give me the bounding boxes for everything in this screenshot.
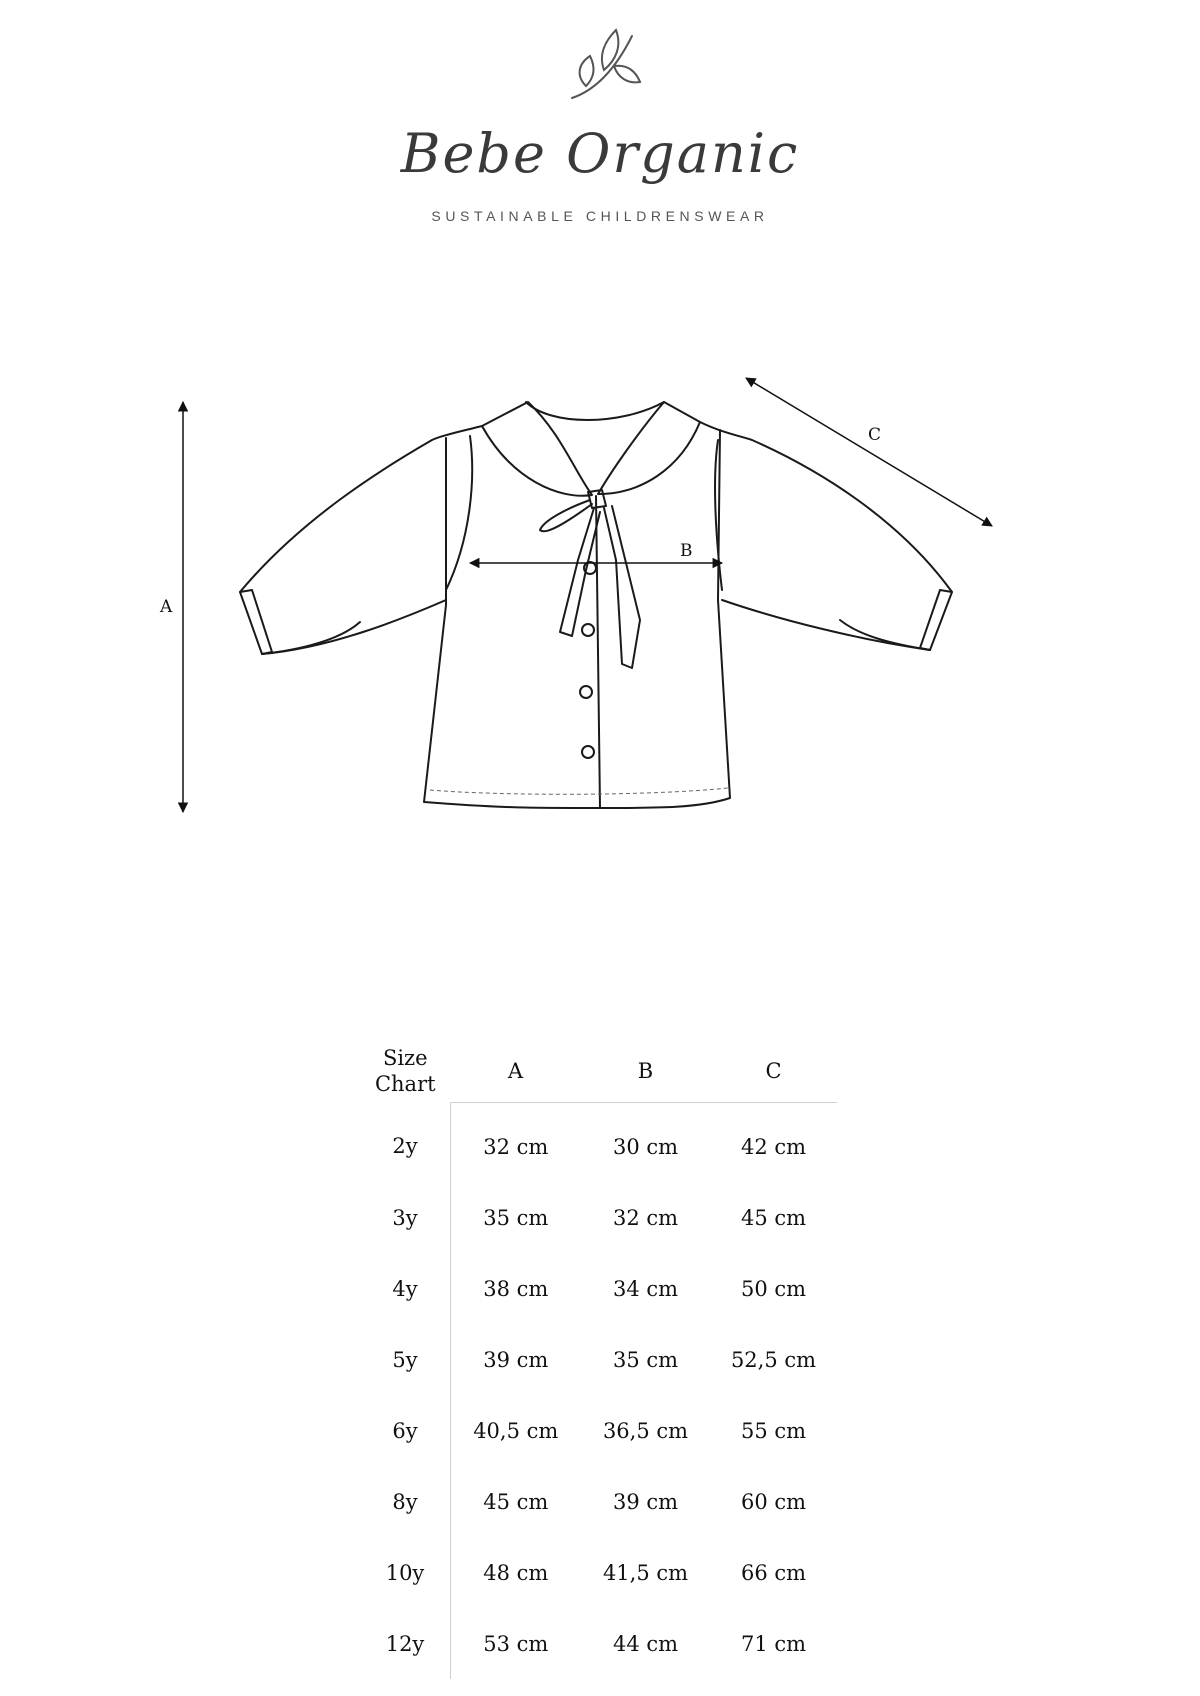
value-a: 53 cm [451,1608,581,1679]
value-b: 32 cm [612,1205,679,1230]
size-label: 3y [392,1205,418,1230]
value-a: 48 cm [451,1537,581,1608]
size-label: 10y [385,1560,425,1585]
value-c: 66 cm [740,1560,807,1585]
table-row [360,1253,837,1324]
value-a: 38 cm [451,1253,581,1324]
size-chart-title-line1: Size [382,1046,428,1071]
value-b: 34 cm [612,1276,679,1301]
value-b: 41,5 cm [602,1560,689,1585]
value-b: 44 cm [612,1631,679,1656]
measurement-b-label: B [680,541,693,561]
table-row [360,1395,837,1466]
brand-tagline: SUSTAINABLE CHILDRENSWEAR [431,208,769,224]
value-b: 39 cm [612,1489,679,1514]
column-header-a: A [451,1040,581,1103]
value-b: 36,5 cm [602,1418,689,1443]
value-b: 35 cm [612,1347,679,1372]
value-c: 55 cm [740,1418,807,1443]
value-c: 45 cm [740,1205,807,1230]
measurement-c-label: C [868,425,882,445]
value-c: 50 cm [740,1276,807,1301]
value-a: 32 cm [451,1103,581,1183]
table-row [360,1182,837,1253]
garment-diagram [0,360,1200,840]
size-chart-table [360,1040,837,1679]
brand-name: Bebe Organic [400,122,800,185]
value-b: 30 cm [612,1134,679,1159]
measurement-c-arrow [746,378,992,526]
value-c: 42 cm [740,1134,807,1159]
measurement-a-label: A [160,597,173,617]
table-row [360,1324,837,1395]
value-c: 60 cm [740,1489,807,1514]
value-c: 52,5 cm [730,1347,817,1372]
table-row [360,1608,837,1679]
leaf-sprig-icon [0,20,1200,120]
value-a: 35 cm [451,1182,581,1253]
size-chart-title [360,1040,451,1103]
size-label: 12y [385,1631,425,1656]
size-label: 5y [392,1347,418,1372]
column-header-c: C [711,1040,837,1103]
value-a: 39 cm [451,1324,581,1395]
table-row [360,1537,837,1608]
size-chart-title-line2: Chart [374,1072,436,1097]
size-chart-header-row [360,1040,837,1103]
value-a: 40,5 cm [451,1395,581,1466]
size-label: 6y [392,1418,418,1443]
value-c: 71 cm [740,1631,807,1656]
table-row [360,1103,837,1183]
table-row [360,1466,837,1537]
blouse-drawing [240,402,952,808]
size-label: 8y [392,1489,418,1514]
size-label: 4y [392,1276,418,1301]
column-header-b: B [581,1040,711,1103]
size-label: 2y [392,1134,418,1159]
value-a: 45 cm [451,1466,581,1537]
